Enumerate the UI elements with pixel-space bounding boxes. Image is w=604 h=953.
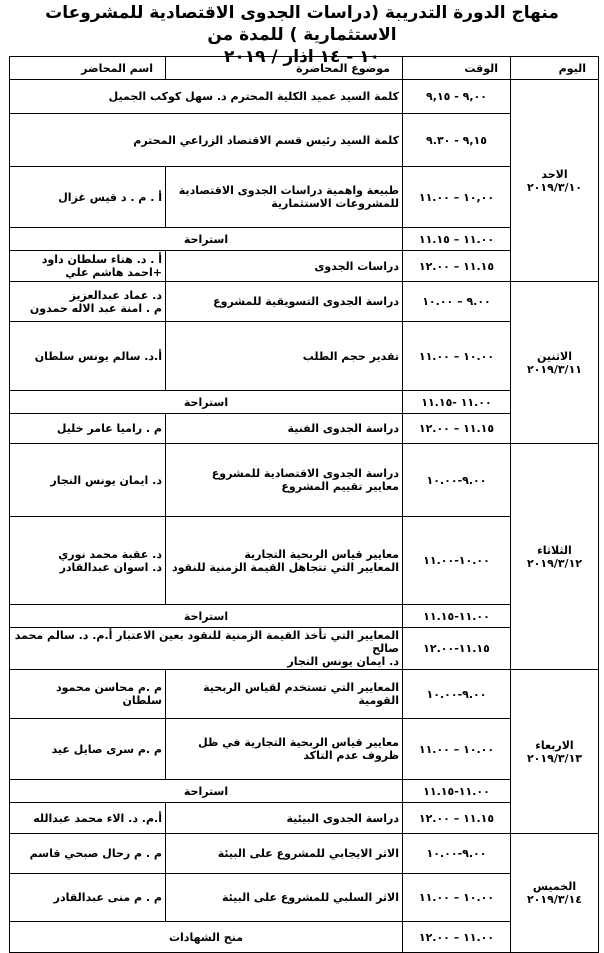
table-row (10, 167, 599, 228)
time-cell: ٩,٠٠ - ٩,١٥ (403, 80, 511, 114)
time-cell: ١٠.٠٠ – ١١.٠٠ (403, 719, 511, 780)
topic-cell: كلمة السيد رئيس قسم الاقتصاد الزراعي المحترم (10, 114, 403, 167)
table-row (10, 670, 599, 719)
table-row (10, 414, 599, 444)
topic-cell: معايير قياس الربحية التجارية المعايير التي تتجاهل القيمة الزمنية للنقود (166, 517, 403, 605)
header-day: اليوم (511, 57, 599, 80)
day-date: ٢٠١٩/٣/١٤ (526, 893, 583, 906)
title-line-1: منهاج الدورة التدريبة (دراسات الجدوى الاقتصادية للمشروعات الاستثمارية ) للمدة من (45, 3, 559, 45)
header-row (10, 57, 599, 80)
time-cell: ١١.١٥ – ١٢.٠٠ (403, 414, 511, 444)
time-cell: ١١.٠٠ -١١.١٥ (403, 391, 511, 414)
day-cell (511, 444, 599, 670)
day-name: الاربعاء (535, 738, 574, 752)
time-cell: ١١.١٥ – ١٢.٠٠ (403, 803, 511, 834)
table-row (10, 803, 599, 834)
time-cell: ٩.٠٠-١٠.٠٠ (403, 444, 511, 517)
table-row (10, 444, 599, 517)
lecturer-cell: م .م سرى صايل عيد (10, 719, 166, 780)
table-row (10, 282, 599, 322)
header-time: الوقت (403, 57, 511, 80)
table-row (10, 114, 599, 167)
break-cell: استراحة (10, 605, 403, 628)
day-name: الخميس (532, 880, 577, 893)
topic-cell: كلمة السيد عميد الكلية المحترم د. سهل كوكب الجميل (10, 80, 403, 114)
time-cell: ١٠.٠٠ – ١١.٠٠ (403, 874, 511, 922)
time-cell: ١١.٠٠ – ١٢.٠٠ (403, 922, 511, 953)
time-cell: ٩.٠٠-١٠.٠٠ (403, 834, 511, 874)
lecturer-cell: د. عقبة محمد نوري د. اسوان عبدالقادر (10, 517, 166, 605)
break-cell: استراحة (10, 391, 403, 414)
topic-cell: دراسة الجدوى البيئية (166, 803, 403, 834)
topic-cell: طبيعة واهمية دراسات الجدوى الاقتصادية للمشروعات الاستثمارية (166, 167, 403, 228)
lecturer-cell: م . راميا عامر خليل (10, 414, 166, 444)
topic-cell: دراسة الجدوى التسويقية للمشروع (166, 282, 403, 322)
lecturer-cell: أ . م . د قيس غزال (10, 167, 166, 228)
header-lecturer: اسم المحاضر (10, 57, 166, 80)
day-date: ٢٠١٩/٣/١٣ (526, 751, 583, 765)
day-cell (511, 282, 599, 444)
time-cell: ١١.٠٠-١١.١٥ (403, 780, 511, 803)
time-cell: ١١.١٥ – ١٢.٠٠ (403, 251, 511, 282)
table-row (10, 391, 599, 414)
time-cell: ١٠.٠٠-١١.٠٠ (403, 517, 511, 605)
table-row (10, 228, 599, 251)
lecturer-cell: د. عماد عبدالعزيز م . امنة عبد الاله حمدون (10, 282, 166, 322)
time-cell: ١١.٠٠ – ١١.١٥ (403, 228, 511, 251)
table-row (10, 322, 599, 391)
title-line-2: ١٠ - ١٤ اذار / ٢٠١٩ (223, 47, 381, 67)
topic-cell: دراسة الجدوى الفنية (166, 414, 403, 444)
lecturer-cell: أ.م. د. الاء محمد عبدالله (10, 803, 166, 834)
schedule-body (10, 80, 599, 953)
table-row (10, 80, 599, 114)
topic-cell: الاثر الايجابي للمشروع على البيئة (166, 834, 403, 874)
time-cell: ٩,١٥ - ٩.٣٠ (403, 114, 511, 167)
time-cell: ٩.٠٠-١٠.٠٠ (403, 670, 511, 719)
topic-cell: المعايير التي تأخذ القيمة الزمنية للنقود بعين الاعتبار أ.م. د. سالم محمد صالح د. ايمان يونس النجار (10, 628, 403, 670)
day-date: ٢٠١٩/٣/١٢ (526, 556, 583, 570)
break-cell: استراحة (10, 780, 403, 803)
day-name: الاثنين (537, 349, 572, 363)
header-topic: موضوع المحاضرة (166, 57, 403, 80)
table-row (10, 251, 599, 282)
table-row (10, 719, 599, 780)
topic-cell: دراسة الجدوى الاقتصادية للمشروع معايير تقييم المشروع (166, 444, 403, 517)
table-row (10, 628, 599, 670)
schedule-table (9, 56, 599, 953)
time-cell: ١١.١٥-١٢.٠٠ (403, 628, 511, 670)
lecturer-cell: أ.د. سالم يونس سلطان (10, 322, 166, 391)
day-cell (511, 670, 599, 834)
break-cell: استراحة (10, 228, 403, 251)
day-date: ٢٠١٩/٣/١٠ (526, 180, 583, 194)
lecturer-cell: د. ايمان يونس النجار (10, 444, 166, 517)
time-cell: ١٠.٠٠ – ١١.٠٠ (403, 322, 511, 391)
day-name: الثلاثاء (537, 543, 572, 557)
table-row (10, 780, 599, 803)
topic-cell: الاثر السلبي للمشروع على البيئة (166, 874, 403, 922)
table-row (10, 874, 599, 922)
table-row (10, 517, 599, 605)
time-cell: ٩.٠٠ – ١٠.٠٠ (403, 282, 511, 322)
topic-cell: المعايير التي تستخدم لقياس الربحية القومية (166, 670, 403, 719)
day-name: الاحد (541, 167, 568, 181)
table-row (10, 834, 599, 874)
lecturer-cell: أ . د. هناء سلطان داود +احمد هاشم علي (10, 251, 166, 282)
day-date: ٢٠١٩/٣/١١ (526, 362, 583, 376)
day-cell (511, 80, 599, 282)
day-cell (511, 834, 599, 953)
table-row (10, 922, 599, 953)
topic-cell: معايير قياس الربحية التجارية في ظل ظروف عدم التاكد (166, 719, 403, 780)
lecturer-cell: م .م محاسن محمود سلطان (10, 670, 166, 719)
lecturer-cell: م . م رحال صبحي قاسم (10, 834, 166, 874)
time-cell: ١٠,٠٠ – ١١.٠٠ (403, 167, 511, 228)
time-cell: ١١.٠٠-١١.١٥ (403, 605, 511, 628)
break-cell: منح الشهادات (10, 922, 403, 953)
topic-cell: دراسات الجدوى (166, 251, 403, 282)
table-row (10, 605, 599, 628)
topic-cell: تقدير حجم الطلب (166, 322, 403, 391)
lecturer-cell: م . م منى عبدالقادر (10, 874, 166, 922)
